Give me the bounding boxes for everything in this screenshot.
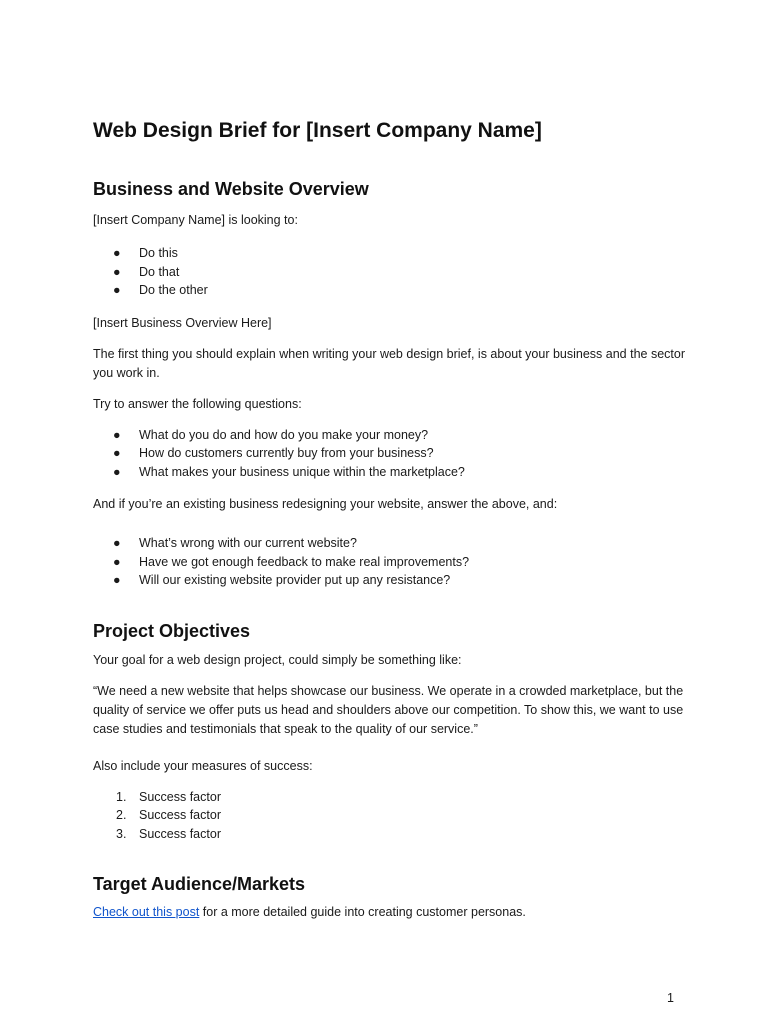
list-number: 3. [116,826,127,841]
bullet-icon: ● [113,427,121,442]
audience-paragraph [93,903,693,922]
list-item-text: Do the other [139,283,208,297]
questions-list [93,426,693,482]
overview-explain: The first thing you should explain when writing your web design brief, is about your business and the sector you work in. [93,346,685,380]
list-item [93,571,693,590]
list-number: 1. [116,789,127,804]
page-number: 1 [667,991,674,1005]
bullet-icon: ● [113,283,121,297]
bullet-icon: ● [113,573,121,587]
list-item [93,788,693,807]
bullet-icon: ● [113,554,121,569]
list-item-text: Do this [139,246,178,260]
objectives-quote: “We need a new website that helps showcase our business. We operate in a crowded marketplace, but the quality of service we offer puts us head and shoulders above our competition. To show this, we want to use case studies and testimonials that speak to the quality of our service.” [93,683,684,736]
overview-intro: [Insert Company Name] is looking to: [93,213,298,227]
goals-list [93,244,693,300]
bullet-icon: ● [113,464,121,479]
list-item [93,463,693,482]
list-item-text: What’s wrong with our current website? [139,536,357,550]
bullet-icon: ● [113,246,121,260]
customer-personas-link[interactable]: Check out this post [93,905,200,919]
list-item-text: What makes your business unique within the marketplace? [139,464,465,479]
success-factors-list [93,788,693,844]
existing-questions-list [93,534,693,590]
questions-intro: Try to answer the following questions: [93,396,302,411]
list-item [93,263,693,282]
overview-heading: Business and Website Overview [93,179,369,199]
list-item-text: Success factor [139,789,221,804]
list-item [93,244,693,263]
measures-intro: Also include your measures of success: [93,758,313,773]
list-item-text: Success factor [139,826,221,841]
document-title: Web Design Brief for [Insert Company Name] [93,119,542,142]
document-body [93,116,693,922]
bullet-icon: ● [113,536,121,550]
objectives-heading: Project Objectives [93,620,251,641]
objectives-intro: Your goal for a web design project, could simply be something like: [93,652,462,667]
overview-placeholder: [Insert Business Overview Here] [93,315,272,330]
list-item [93,281,693,300]
audience-heading: Target Audience/Markets [93,874,306,894]
list-number: 2. [116,808,127,822]
list-item-text: Have we got enough feedback to make real improvements? [139,554,470,569]
audience-text: for a more detailed guide into creating customer personas. [199,905,526,919]
bullet-icon: ● [113,264,121,279]
list-item-text: Success factor [139,808,221,822]
list-item-text: Will our existing website provider put up any resistance? [139,573,451,587]
list-item-text: How do customers currently buy from your business? [139,446,434,460]
list-item [93,444,693,463]
list-item [93,534,693,553]
bullet-icon: ● [113,446,121,460]
list-item [93,806,693,825]
list-item [93,553,693,572]
list-item-text: What do you do and how do you make your money? [139,427,429,442]
list-item [93,825,693,844]
list-item [93,426,693,445]
list-item-text: Do that [139,264,180,279]
existing-intro: And if you’re an existing business redesigning your website, answer the above, and: [93,497,558,511]
